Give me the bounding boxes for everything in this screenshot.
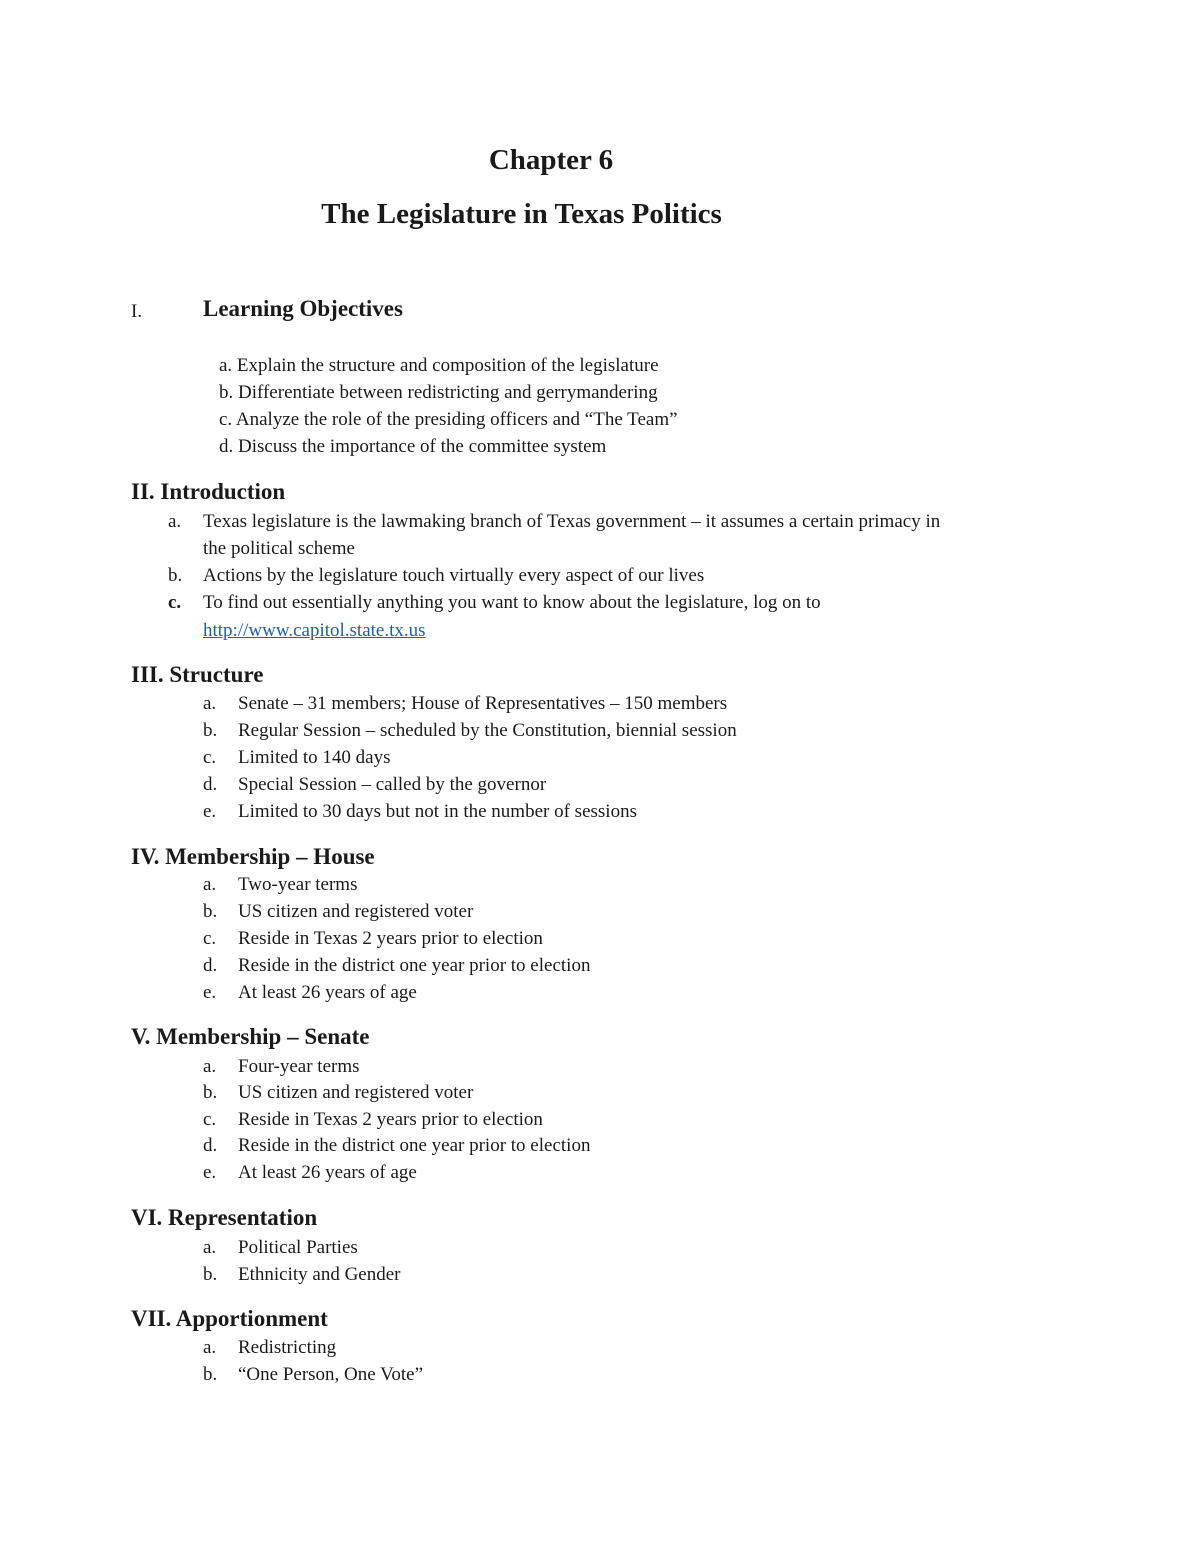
- list-item-text: Ethnicity and Gender: [238, 1264, 401, 1285]
- list-item-text: At least 26 years of age: [238, 982, 417, 1003]
- list-item: [203, 1081, 903, 1105]
- list-item-letter: d.: [203, 1135, 218, 1156]
- list-item: [203, 954, 903, 978]
- list-item-text: Special Session – called by the governor: [238, 774, 547, 795]
- list-item-letter: c.: [168, 592, 182, 613]
- section-7-title: VII. Apportionment: [131, 1306, 328, 1331]
- list-item: [203, 1108, 903, 1132]
- list-item-letter: d.: [203, 955, 218, 976]
- section-3-title: III. Structure: [131, 662, 264, 687]
- list-item: [168, 510, 1068, 562]
- list-item: [203, 1236, 903, 1260]
- list-item-letter: e.: [203, 1162, 217, 1183]
- list-item: [203, 1161, 903, 1185]
- list-item-letter: b.: [203, 1264, 218, 1285]
- list-item-letter: c.: [203, 747, 217, 768]
- chapter-heading: Chapter 6: [488, 144, 614, 176]
- section-5-title: V. Membership – Senate: [131, 1024, 370, 1049]
- list-item: [203, 746, 903, 770]
- list-item-letter: e.: [203, 982, 217, 1003]
- list-item-text: Actions by the legislature touch virtually every aspect of our lives: [203, 565, 705, 586]
- list-item-text: Reside in Texas 2 years prior to election: [238, 928, 543, 949]
- list-item-letter: b.: [168, 565, 183, 586]
- list-item: [203, 1055, 903, 1079]
- section-6-title: VI. Representation: [131, 1205, 318, 1230]
- list-item: [203, 1336, 903, 1360]
- list-item-text: Senate – 31 members; House of Representatives – 150 members: [238, 693, 728, 714]
- list-item-text-continued: the political scheme: [203, 538, 355, 559]
- section-2-title: II. Introduction: [131, 479, 286, 504]
- list-item-letter: a.: [203, 874, 217, 895]
- list-item-text: US citizen and registered voter: [238, 1082, 474, 1103]
- list-item-letter: a.: [203, 1056, 217, 1077]
- list-item-text: To find out essentially anything you want to know about the legislature, log on to: [203, 592, 821, 613]
- list-item-text: Limited to 30 days but not in the number of sessions: [238, 801, 637, 822]
- list-item: [203, 981, 903, 1005]
- list-item-letter: a.: [203, 693, 217, 714]
- document-title: The Legislature in Texas Politics: [321, 198, 722, 230]
- list-item-text: Two-year terms: [238, 874, 358, 895]
- list-item: [168, 564, 1068, 588]
- list-item-letter: b.: [203, 901, 218, 922]
- list-item-text: Reside in the district one year prior to election: [238, 955, 591, 976]
- list-item-text: Redistricting: [238, 1337, 337, 1358]
- list-item-letter: b.: [203, 1364, 218, 1385]
- section-1-title: Learning Objectives: [203, 296, 403, 321]
- list-item-letter: c.: [203, 1109, 217, 1130]
- list-item-letter: b.: [203, 720, 218, 741]
- list-item-letter: a.: [168, 511, 182, 532]
- list-item: [203, 773, 903, 797]
- objective-item: b. Differentiate between redistricting and gerrymandering: [219, 382, 658, 403]
- objective-item: c. Analyze the role of the presiding officers and “The Team”: [219, 409, 678, 430]
- list-item-text: At least 26 years of age: [238, 1162, 417, 1183]
- list-item-letter: a.: [203, 1237, 217, 1258]
- list-item-text: Texas legislature is the lawmaking branch of Texas government – it assumes a certain primacy in: [203, 511, 941, 532]
- section-4-title: IV. Membership – House: [131, 844, 375, 869]
- list-item-text: Limited to 140 days: [238, 747, 391, 768]
- list-item: [203, 927, 903, 951]
- list-item: [203, 1263, 903, 1287]
- objective-item: a. Explain the structure and composition of the legislature: [219, 355, 659, 376]
- list-item-text: Reside in the district one year prior to election: [238, 1135, 591, 1156]
- list-item-text: Four-year terms: [238, 1056, 360, 1077]
- section-1-number: I.: [131, 301, 143, 322]
- list-item: [203, 1363, 903, 1387]
- list-item-letter: e.: [203, 801, 217, 822]
- list-item-text: “One Person, One Vote”: [238, 1364, 424, 1385]
- list-item: [203, 719, 903, 743]
- list-item-letter: b.: [203, 1082, 218, 1103]
- objective-item: d. Discuss the importance of the committee system: [219, 436, 607, 457]
- legislature-website-link[interactable]: http://www.capitol.state.tx.us: [203, 620, 426, 641]
- list-item: [168, 591, 1068, 643]
- list-item-text: Reside in Texas 2 years prior to election: [238, 1109, 543, 1130]
- list-item-letter: a.: [203, 1337, 217, 1358]
- list-item-letter: d.: [203, 774, 218, 795]
- list-item: [203, 692, 903, 716]
- list-item: [203, 873, 903, 897]
- list-item-text: US citizen and registered voter: [238, 901, 474, 922]
- list-item: [203, 1134, 903, 1158]
- list-item-letter: c.: [203, 928, 217, 949]
- list-item-text: Regular Session – scheduled by the Constitution, biennial session: [238, 720, 737, 741]
- list-item-text: Political Parties: [238, 1237, 358, 1258]
- list-item: [203, 900, 903, 924]
- list-item: [203, 800, 903, 824]
